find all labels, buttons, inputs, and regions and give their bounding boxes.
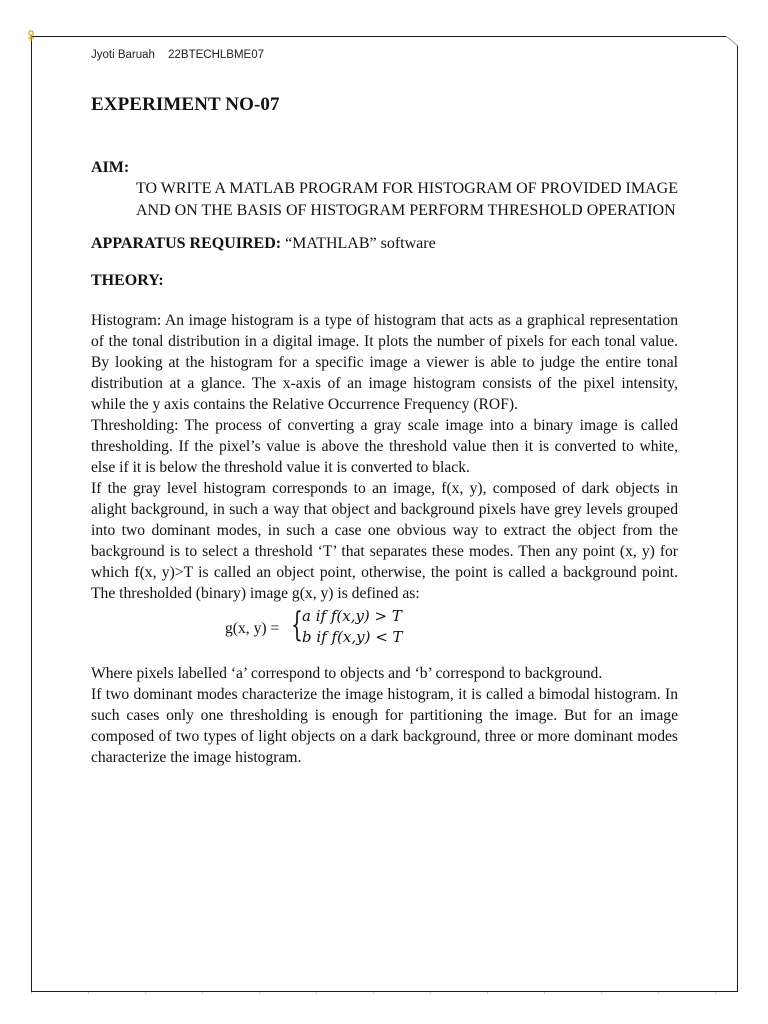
- theory-heading: THEORY:: [91, 272, 164, 289]
- document-content: [91, 46, 678, 768]
- aim-text: TO WRITE A MATLAB PROGRAM FOR HISTOGRAM OF PROVIDED IMAGE AND ON THE BASIS OF HISTOGRAM PERFORM THRESHOLD OPERATION: [136, 180, 678, 219]
- formula-cases: [302, 606, 403, 648]
- anchor-icon: [27, 29, 37, 41]
- formula-case-b: b if f(x,y) < T: [302, 628, 403, 646]
- formula-lhs: g(x, y) =: [225, 620, 280, 637]
- aim-heading: AIM:: [91, 159, 130, 176]
- threshold-formula: [91, 605, 678, 651]
- experiment-title: EXPERIMENT NO-07: [91, 94, 280, 115]
- page-corner-fold-icon: [726, 36, 738, 46]
- page-header: [91, 46, 678, 64]
- where-paragraph: Where pixels labelled ‘a’ correspond to objects and ‘b’ correspond to background.: [91, 665, 603, 682]
- formula-brace-icon: {: [291, 605, 303, 645]
- apparatus-line: [91, 233, 678, 254]
- apparatus-label: APPARATUS REQUIRED:: [91, 235, 282, 252]
- theory-body: [91, 310, 678, 768]
- apparatus-value: “MATHLAB” software: [285, 235, 436, 252]
- roll-number: 22BTECHLBME07: [168, 49, 265, 61]
- author-name: Jyoti Baruah: [91, 49, 155, 61]
- page-bottom-guides: [31, 992, 738, 994]
- gray-level-paragraph: If the gray level histogram corresponds to an image, f(x, y), composed of dark objects in alight background, in such a way that object and background pixels have grey levels grouped into two dominant modes, in such a case one obvious way to extract the object from the background is to select a threshold ‘T’ that separates these modes. Then any point (x, y) for which f(x, y)>T is called an object point, otherwise, the point is called a background point. The thresholded (binary) image g(x, y) is defined as:: [91, 480, 678, 602]
- thresholding-paragraph: Thresholding: The process of converting a gray scale image into a binary image is called thresholding. If the pixel’s value is above the threshold value then it is converted to white, else if it is below the threshold value it is converted to black.: [91, 417, 678, 476]
- formula-case-a: a if f(x,y) > T: [302, 607, 402, 625]
- bimodal-paragraph: If two dominant modes characterize the image histogram, it is called a bimodal histogram. In such cases only one thresholding is enough for partitioning the image. But for an image composed of two types of light objects on a dark background, three or more dominant modes characterize the image histogram.: [91, 686, 678, 766]
- histogram-paragraph: Histogram: An image histogram is a type of histogram that acts as a graphical representation of the tonal distribution in a digital image. It plots the number of pixels for each tonal value. By looking at the histogram for a specific image a viewer is able to judge the entire tonal distribution at a glance. The x-axis of an image histogram consists of the pixel intensity, while the y axis contains the Relative Occurrence Frequency (ROF).: [91, 312, 678, 413]
